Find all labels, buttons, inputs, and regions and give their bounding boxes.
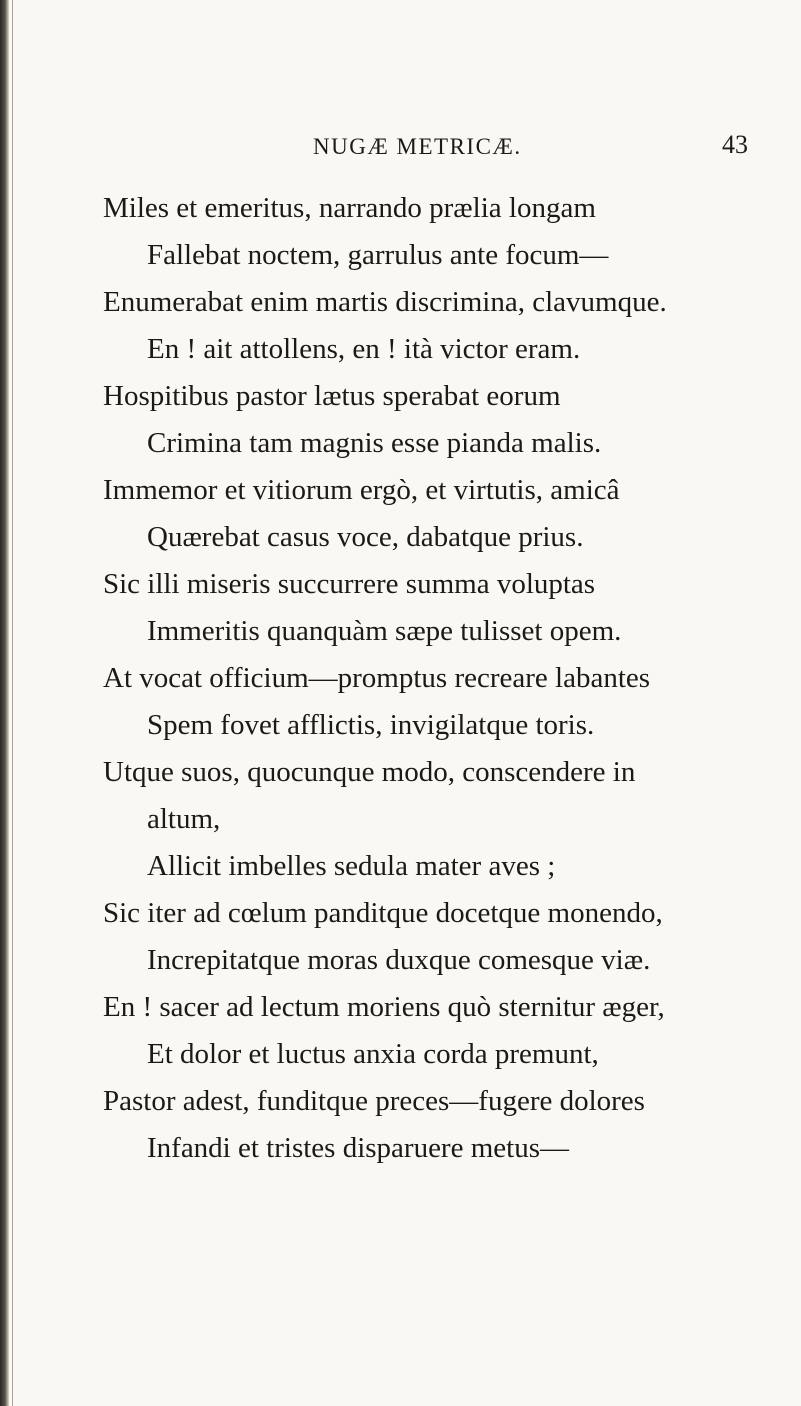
running-title: NUGÆ METRICÆ. xyxy=(313,134,522,159)
page-number: 43 xyxy=(722,130,748,159)
verse-line: Miles et emeritus, narrando prælia longam xyxy=(103,192,596,224)
verse-line: Increpitatque moras duxque comesque viæ. xyxy=(147,944,651,976)
verse-line: En ! ait attollens, en ! ità victor eram. xyxy=(147,333,581,365)
verse-line: Crimina tam magnis esse pianda malis. xyxy=(147,427,602,459)
verse-line: Hospitibus pastor lætus sperabat eorum xyxy=(103,380,561,412)
verse-line: Quærebat casus voce, dabatque prius. xyxy=(147,521,584,553)
verse-line: Sic iter ad cœlum panditque docetque monendo, xyxy=(103,897,663,929)
verse-line: At vocat officium—promptus recreare labantes xyxy=(103,662,651,694)
verse-line: Immemor et vitiorum ergò, et virtutis, amicâ xyxy=(103,474,620,506)
verse-line: Enumerabat enim martis discrimina, clavumque. xyxy=(103,286,667,318)
verse-line: En ! sacer ad lectum moriens quò sternitur æger, xyxy=(103,991,665,1023)
verse-line: Allicit imbelles sedula mater aves ; xyxy=(147,850,556,882)
verse-line: Infandi et tristes disparuere metus— xyxy=(147,1132,569,1164)
verse-line: Spem fovet afflictis, invigilatque toris. xyxy=(147,709,595,741)
verse-line: Immeritis quanquàm sæpe tulisset opem. xyxy=(147,615,622,647)
verse-line: Fallebat noctem, garrulus ante focum— xyxy=(147,239,609,271)
verse-line-continuation: altum, xyxy=(147,803,221,835)
verse-line: Et dolor et luctus anxia corda premunt, xyxy=(147,1038,599,1070)
verse-line: Sic illi miseris succurrere summa voluptas xyxy=(103,568,596,600)
verse-line: Utque suos, quocunque modo, conscendere in xyxy=(103,756,636,788)
verse-line: Pastor adest, funditque preces—fugere dolores xyxy=(103,1085,645,1117)
running-header xyxy=(60,128,748,168)
poem-body xyxy=(0,185,801,1172)
